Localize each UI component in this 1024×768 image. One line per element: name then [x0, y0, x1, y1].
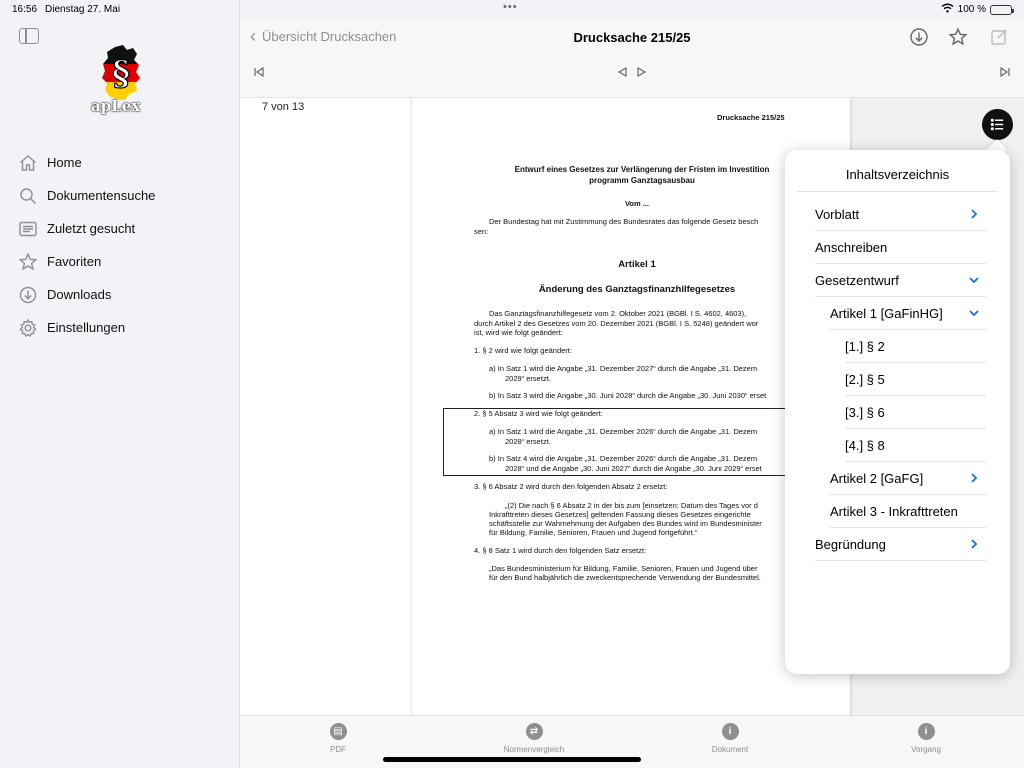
toc-item[interactable]	[785, 495, 1010, 528]
search-icon	[18, 186, 38, 206]
toc-item[interactable]	[785, 330, 1010, 363]
tab-pdf[interactable]	[288, 723, 388, 754]
toc-title: Inhaltsverzeichnis	[797, 167, 998, 192]
doc-list-item: 2028“ und die Angabe „30. Juni 2027“ durch die Angabe „30. Juni 2029“ erset	[505, 464, 762, 473]
back-label: Übersicht Drucksachen	[262, 29, 397, 44]
gear-icon	[18, 318, 38, 338]
multitasking-dots[interactable]: •••	[503, 1, 518, 13]
chevron-right-icon	[968, 472, 980, 484]
chevron-down-icon	[968, 307, 980, 319]
toc-item-label: Anschreiben	[815, 240, 888, 255]
sidebar-item-label: Favoriten	[47, 254, 102, 269]
sidebar-item-home[interactable]	[18, 146, 155, 179]
download-icon	[18, 285, 38, 305]
sidebar-item-label: Downloads	[47, 287, 112, 302]
tab-vorgang[interactable]	[876, 723, 976, 754]
info-icon: i	[918, 723, 935, 740]
doc-text: für den Bund halbjährlich die zweckentsprechende Verwendung der Bundesmittel.	[489, 573, 761, 582]
toc-item-label: Vorblatt	[815, 207, 860, 222]
germany-map-icon	[93, 45, 149, 101]
toc-item[interactable]	[785, 363, 1010, 396]
doc-ref: Drucksache 215/25	[717, 113, 785, 122]
toc-item-label: Artikel 3 - Inkrafttreten	[830, 504, 958, 519]
toc-item-label: Begründung	[815, 537, 886, 552]
toc-item-label: [1.] § 2	[845, 339, 885, 354]
doc-text: sen:	[474, 227, 489, 236]
doc-text: schäftsstelle zur Wahrnehmung der Aufgaben des Bundes wird im Bundesminister	[489, 519, 762, 528]
doc-list-item: b) In Satz 3 wird die Angabe „30. Juni 2028“ durch die Angabe „30. Juni 2030“ erset	[489, 391, 767, 400]
tab-normenvergleich[interactable]	[484, 723, 584, 754]
doc-text: für Bildung, Familie, Senioren, Frauen und Jugend fortgeführt.“	[489, 528, 698, 537]
compare-icon: ⇄	[526, 723, 543, 740]
triangle-left-icon	[616, 66, 628, 78]
battery-icon	[990, 5, 1012, 15]
tab-label: Dokument	[711, 745, 749, 754]
compose-icon	[989, 27, 1009, 47]
star-icon	[18, 252, 38, 272]
toc-item-label: [4.] § 8	[845, 438, 885, 453]
tab-label: PDF	[330, 745, 346, 754]
download-icon	[909, 27, 929, 47]
doc-date: Vom ...	[624, 199, 650, 208]
star-icon	[948, 27, 968, 47]
toc-item[interactable]	[785, 528, 1010, 561]
sidebar	[0, 0, 240, 768]
tab-dokument[interactable]	[680, 723, 780, 754]
first-page-button[interactable]	[253, 66, 265, 81]
sidebar-item-label: Home	[47, 155, 82, 170]
sidebar-toggle-icon[interactable]	[19, 28, 39, 44]
list-bullet-icon	[989, 116, 1006, 133]
doc-text: „(2) Die nach § 6 Absatz 2 in der bis zum [einsetzen: Datum des Tages vor d	[505, 501, 758, 510]
doc-list-item: 2028“ ersetzt.	[505, 437, 551, 446]
back-button[interactable]	[250, 26, 397, 46]
doc-list-item: 2029“ ersetzt.	[505, 374, 551, 383]
page-title: Drucksache 215/25	[573, 30, 691, 45]
toc-item-label: Artikel 1 [GaFinHG]	[830, 306, 943, 321]
toc-item-label: [3.] § 6	[845, 405, 885, 420]
info-icon: i	[722, 723, 739, 740]
doc-list-item: a) In Satz 1 wird die Angabe „31. Dezember 2026“ durch die Angabe „31. Dezem	[489, 427, 758, 436]
toc-item-label: Artikel 2 [GaFG]	[830, 471, 924, 486]
triangle-right-icon	[636, 66, 648, 78]
tab-label: Vorgang	[911, 745, 941, 754]
doc-article: Artikel 1	[618, 259, 656, 270]
toc-item[interactable]	[785, 297, 1010, 330]
house-icon	[18, 153, 38, 173]
toc-item[interactable]	[785, 231, 1010, 264]
list-icon	[18, 219, 38, 239]
sidebar-item-search[interactable]	[18, 179, 155, 212]
page-counter: 7 von 13	[262, 101, 305, 113]
toc-item[interactable]	[785, 429, 1010, 462]
sidebar-nav	[18, 146, 155, 344]
sidebar-item-downloads[interactable]	[18, 278, 155, 311]
home-indicator[interactable]	[383, 757, 641, 762]
toc-item[interactable]	[785, 264, 1010, 297]
sidebar-item-label: Dokumentensuche	[47, 188, 156, 203]
wifi-icon	[941, 3, 954, 16]
app-name: apLex	[91, 97, 141, 115]
sidebar-item-recent[interactable]	[18, 212, 155, 245]
book-icon: ▤	[330, 723, 347, 740]
tab-label: Normenvergleich	[503, 745, 565, 754]
svg-text:§: §	[112, 54, 130, 94]
toc-button[interactable]	[982, 109, 1013, 140]
toc-item[interactable]	[785, 198, 1010, 231]
app-logo	[93, 45, 149, 117]
download-button[interactable]	[908, 26, 930, 48]
toc-divider	[815, 560, 986, 561]
doc-heading-2: programm Ganztagsausbau	[589, 176, 695, 185]
toc-list	[785, 198, 1010, 561]
document-header	[240, 18, 1024, 98]
doc-list-item: 4. § 8 Satz 1 wird durch den folgenden Satz ersetzt:	[474, 546, 647, 555]
doc-list-item: 2. § 5 Absatz 3 wird wie folgt geändert:	[474, 409, 603, 418]
chevron-right-icon	[968, 538, 980, 550]
doc-heading: Entwurf eines Gesetzes zur Verlängerung der Fristen im Investition	[514, 165, 770, 174]
toc-popover	[785, 150, 1010, 674]
edit-button[interactable]	[988, 26, 1010, 48]
toc-item[interactable]	[785, 396, 1010, 429]
doc-list-item: 3. § 6 Absatz 2 wird durch den folgenden Absatz 2 ersetzt:	[474, 482, 668, 491]
last-page-button[interactable]	[999, 66, 1011, 81]
doc-list-item: 1. § 2 wird wie folgt geändert:	[474, 346, 572, 355]
status-date: Dienstag 27. Mai	[45, 4, 121, 15]
toc-item[interactable]	[785, 462, 1010, 495]
status-time: 16:56	[12, 4, 38, 15]
chevron-left-icon: ‹	[250, 26, 256, 46]
chevron-right-icon	[968, 208, 980, 220]
skip-forward-icon	[999, 66, 1011, 78]
doc-article-title: Änderung des Ganztagsfinanzhilfegesetzes	[538, 284, 736, 295]
doc-text: Inkrafttreten dieses Gesetzes] geltenden Fassung dieses Gesetzes eingerichte	[489, 510, 751, 519]
doc-text: Das Ganztagsfinanzhilfegesetz vom 2. Oktober 2021 (BGBl. I S. 4602, 4603),	[489, 309, 747, 318]
next-page-button[interactable]	[636, 66, 648, 81]
favorite-button[interactable]	[947, 26, 969, 48]
status-right	[941, 3, 1012, 16]
prev-page-button[interactable]	[616, 66, 628, 81]
doc-text: Der Bundestag hat mit Zustimmung des Bundesrates das folgende Gesetz besch	[489, 217, 759, 226]
toc-item-label: Gesetzentwurf	[815, 273, 899, 288]
sidebar-item-label: Zuletzt gesucht	[47, 221, 136, 236]
status-bar	[0, 0, 1024, 18]
sidebar-item-favorites[interactable]	[18, 245, 155, 278]
doc-list-item: a) In Satz 1 wird die Angabe „31. Dezember 2027“ durch die Angabe „31. Dezem	[489, 364, 758, 373]
sidebar-item-settings[interactable]	[18, 311, 155, 344]
battery-percent: 100 %	[957, 4, 986, 15]
doc-text: „Das Bundesministerium für Bildung, Familie, Senioren, Frauen und Jugend über	[489, 564, 758, 573]
doc-list-item: b) In Satz 4 wird die Angabe „31. Dezember 2026“ durch die Angabe „31. Dezem	[489, 454, 758, 463]
doc-text: durch Artikel 2 des Gesetzes vom 20. Dezember 2021 (BGBl. I S. 5248) geändert wor	[474, 319, 759, 328]
doc-text: ist, wird wie folgt geändert:	[474, 328, 563, 337]
sidebar-item-label: Einstellungen	[47, 320, 126, 335]
toc-item-label: [2.] § 5	[845, 372, 885, 387]
chevron-down-icon	[968, 274, 980, 286]
skip-back-icon	[253, 66, 265, 78]
